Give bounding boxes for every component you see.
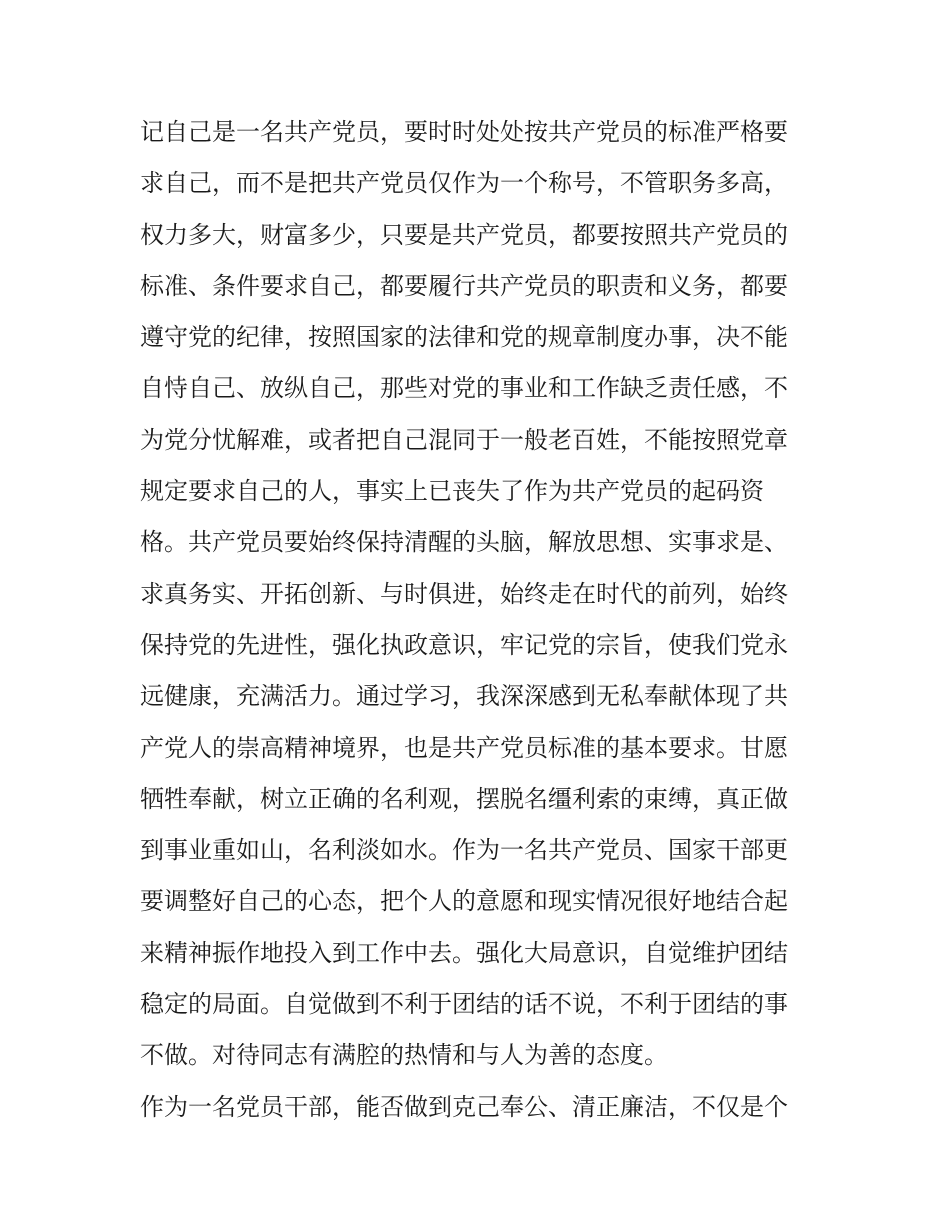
text-line: 自恃自己、放纵自己，那些对党的事业和工作缺乏责任感，不 — [140, 374, 788, 403]
text-line: 格。共产党员要始终保持清醒的头脑，解放思想、实事求是、 — [140, 528, 788, 557]
text-line: 不做。对待同志有满腔的热情和与人为善的态度。 — [140, 1041, 668, 1070]
text-line: 产党人的崇高精神境界，也是共产党员标准的基本要求。甘愿 — [140, 733, 788, 762]
text-line: 标准、条件要求自己，都要履行共产党员的职责和义务，都要 — [140, 271, 788, 300]
text-line: 求自己，而不是把共产党员仅作为一个称号，不管职务多高， — [140, 169, 788, 198]
text-line: 记自己是一名共产党员，要时时处处按共产党员的标准严格要 — [140, 118, 788, 146]
text-line: 为党分忧解难，或者把自己混同于一般老百姓，不能按照党章 — [140, 425, 788, 454]
text-line: 作为一名党员干部，能否做到克己奉公、清正廉洁，不仅是个 — [140, 1092, 788, 1121]
text-line: 规定要求自己的人，事实上已丧失了作为共产党员的起码资 — [140, 477, 764, 506]
text-line: 来精神振作地投入到工作中去。强化大局意识，自觉维护团结 — [140, 938, 788, 967]
text-line: 要调整好自己的心态，把个人的意愿和现实情况很好地结合起 — [140, 887, 788, 916]
text-line: 远健康，充满活力。通过学习，我深深感到无私奉献体现了共 — [140, 682, 788, 711]
text-line: 遵守党的纪律，按照国家的法律和党的规章制度办事，决不能 — [140, 323, 788, 352]
text-line: 保持党的先进性，强化执政意识，牢记党的宗旨，使我们党永 — [140, 630, 788, 659]
text-line: 牺牲奉献，树立正确的名利观，摆脱名缰利索的束缚，真正做 — [140, 784, 788, 813]
text-line: 到事业重如山，名利淡如水。作为一名共产党员、国家干部更 — [140, 836, 788, 865]
text-line: 求真务实、开拓创新、与时俱进，始终走在时代的前列，始终 — [140, 579, 788, 608]
text-line: 权力多大，财富多少，只要是共产党员，都要按照共产党员的 — [140, 220, 788, 249]
text-line: 稳定的局面。自觉做到不利于团结的话不说，不利于团结的事 — [140, 990, 788, 1019]
body-text — [140, 107, 840, 1133]
